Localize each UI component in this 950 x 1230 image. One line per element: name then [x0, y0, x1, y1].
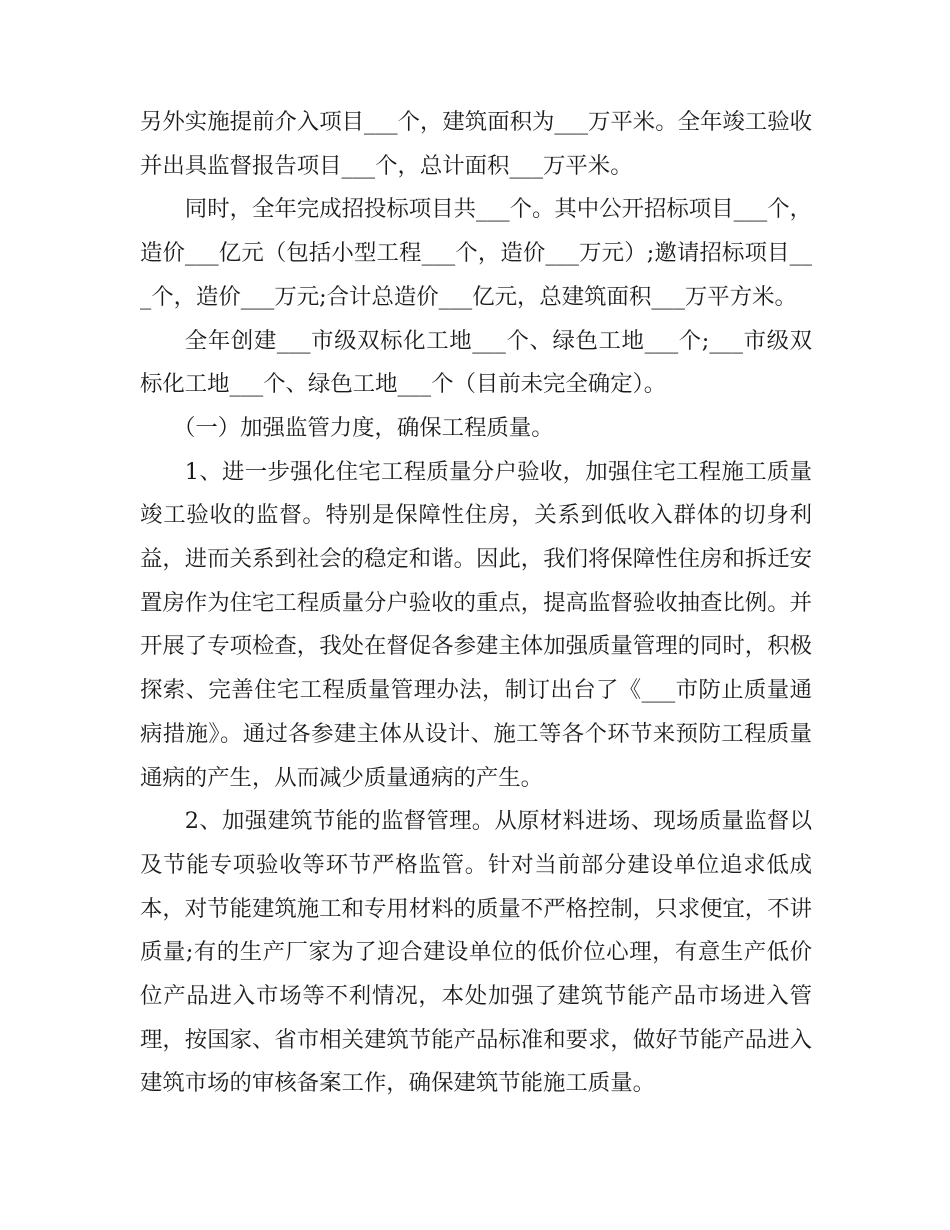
document-body	[140, 101, 812, 1106]
paragraph-residential-acceptance: 1、进一步强化住宅工程质量分户验收，加强住宅工程施工质量竣工验收的监督。特别是保障性住房，关系到低收入群体的切身利益，进而关系到社会的稳定和谐。因此，我们将保障性住房和拆迁安置房作为住宅工程质量分户验收的重点，提高监督验收抽查比例。并开展了专项检查，我处在督促各参建主体加强质量管理的同时，积极探索、完善住宅工程质量管理办法，制订出台了《___市防止质量通病措施》。通过各参建主体从设计、施工等各个环节来预防工程质量通病的产生，从而减少质量通病的产生。	[140, 458, 812, 791]
paragraph-project-summary: 另外实施提前介入项目___个，建筑面积为___万平米。全年竣工验收并出具监督报告项目___个，总计面积___万平米。	[140, 109, 812, 179]
paragraph-bidding-summary: 同时，全年完成招投标项目共___个。其中公开招标项目___个，造价___亿元（包括小型工程___个，造价___万元）;邀请招标项目___个，造价___万元;合计总造价___亿元，总建筑面积___万平方米。	[140, 196, 812, 310]
paragraph-energy-saving: 2、加强建筑节能的监督管理。从原材料进场、现场质量监督以及节能专项验收等环节严格监管。针对当前部分建设单位追求低成本，对节能建筑施工和专用材料的质量不严格控制，只求便宜，不讲质量;有的生产厂家为了迎合建设单位的低价位心理，有意生产低价位产品进入市场等不利情况，本处加强了建筑节能产品市场进入管理，按国家、省市相关建筑节能产品标准和要求，做好节能产品进入建筑市场的审核备案工作，确保建筑节能施工质量。	[140, 808, 812, 1097]
paragraph-standard-sites: 全年创建___市级双标化工地___个、绿色工地___个;___市级双标化工地___个、绿色工地___个（目前未完全确定）。	[140, 327, 812, 398]
section-heading: （一）加强监管力度，确保工程质量。	[173, 414, 554, 441]
